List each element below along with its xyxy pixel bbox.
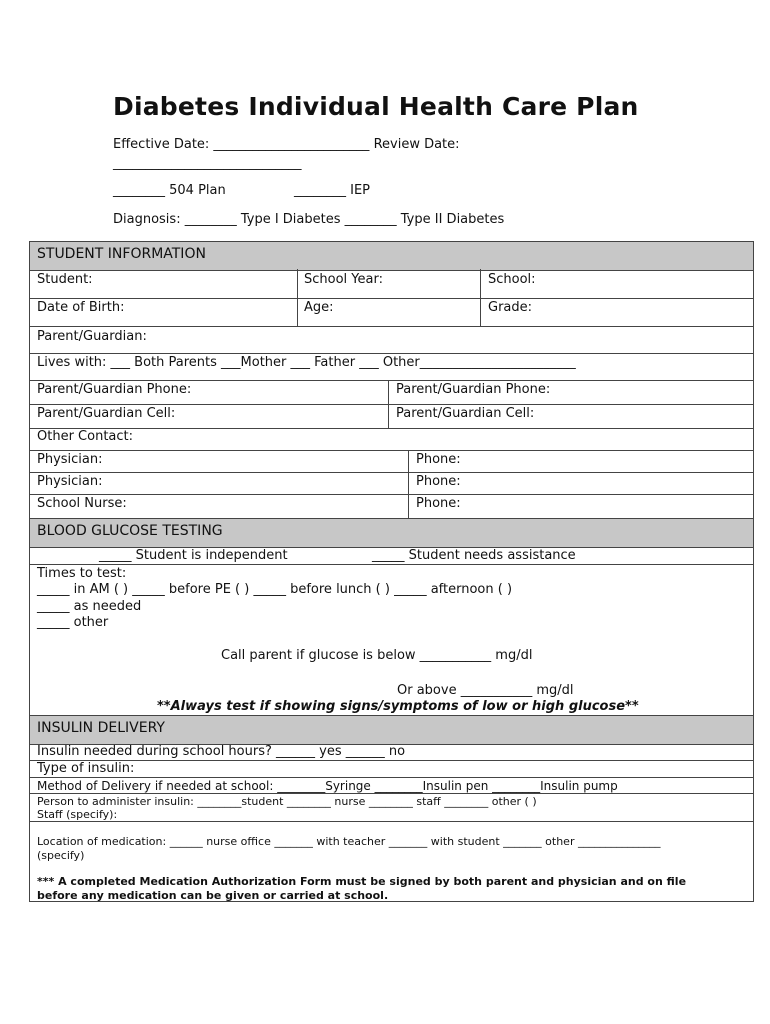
row-divider xyxy=(30,564,754,565)
parent-cell-2: Parent/Guardian Cell: xyxy=(396,406,535,421)
insulin-needed: Insulin needed during school hours? ______ yes ______ no xyxy=(37,744,406,759)
form-title: Diabetes Individual Health Care Plan xyxy=(113,92,639,121)
student-needs-assistance: _____ Student needs assistance xyxy=(372,548,576,563)
school-nurse-phone: Phone: xyxy=(416,496,461,511)
effective-review-dates: Effective Date: ________________________ Review Date: xyxy=(113,137,460,152)
student-independent: _____ Student is independent xyxy=(99,548,288,563)
physician-1-phone: Phone: xyxy=(416,452,461,467)
student-label: Student: xyxy=(37,272,93,287)
glucose-heading: BLOOD GLUCOSE TESTING xyxy=(37,523,223,539)
staff-specify: Staff (specify): xyxy=(37,808,118,821)
row-divider xyxy=(30,472,754,473)
student-info-header xyxy=(30,241,753,271)
authorization-note-line2: before any medication can be given or carried at school. xyxy=(37,889,389,902)
or-above: Or above ___________ mg/dl xyxy=(397,683,574,698)
other-contact-label: Other Contact: xyxy=(37,429,134,444)
row-divider xyxy=(30,494,754,495)
dob-label: Date of Birth: xyxy=(37,300,125,315)
person-administer: Person to administer insulin: ________student ________ nurse ________ staff ________ other ( ) xyxy=(37,795,537,808)
insulin-heading: INSULIN DELIVERY xyxy=(37,720,165,736)
plan-iep: ________ IEP xyxy=(294,183,371,198)
times-to-test-row: _____ in AM ( ) _____ before PE ( ) _____ before lunch ( ) _____ afternoon ( ) xyxy=(37,582,513,597)
medication-location: Location of medication: ______ nurse office _______ with teacher _______ with student _______ other _______________ xyxy=(37,835,661,848)
row-divider xyxy=(30,428,754,429)
school-year-label: School Year: xyxy=(304,272,383,287)
physician-1-label: Physician: xyxy=(37,452,103,467)
row-divider xyxy=(30,793,754,794)
grade-label: Grade: xyxy=(488,300,533,315)
row-divider xyxy=(30,326,754,327)
lives-with-line: Lives with: ___ Both Parents ___Mother ___ Father ___ Other________________________ xyxy=(37,355,576,370)
physician-2-label: Physician: xyxy=(37,474,103,489)
glucose-header xyxy=(30,518,753,548)
diagnosis-line: Diagnosis: ________ Type I Diabetes ________ Type II Diabetes xyxy=(113,212,505,227)
row-divider xyxy=(30,450,754,451)
student-info-heading: STUDENT INFORMATION xyxy=(37,246,206,262)
insulin-header xyxy=(30,715,753,745)
review-date-blank: _____________________________ xyxy=(113,156,302,171)
parent-guardian-label: Parent/Guardian: xyxy=(37,329,147,344)
row-divider xyxy=(30,380,754,381)
authorization-note-line1: *** A completed Medication Authorization Form must be signed by both parent and physician and on file xyxy=(37,875,687,888)
col-divider xyxy=(480,269,481,326)
col-divider xyxy=(388,380,389,428)
row-divider xyxy=(30,353,754,354)
test-other: _____ other xyxy=(37,615,109,630)
call-parent-below: Call parent if glucose is below ___________ mg/dl xyxy=(221,648,533,663)
plan-504: ________ 504 Plan xyxy=(113,183,226,198)
row-divider xyxy=(30,760,754,761)
row-divider xyxy=(30,298,754,299)
always-test-note: **Always test if showing signs/symptoms of low or high glucose** xyxy=(157,699,639,714)
row-divider xyxy=(30,777,754,778)
school-nurse-label: School Nurse: xyxy=(37,496,127,511)
row-divider xyxy=(30,404,754,405)
col-divider xyxy=(408,450,409,518)
school-label: School: xyxy=(488,272,536,287)
parent-phone-2: Parent/Guardian Phone: xyxy=(396,382,551,397)
parent-cell-1: Parent/Guardian Cell: xyxy=(37,406,176,421)
delivery-method: Method of Delivery if needed at school: ________Syringe ________Insulin pen ________Insulin pump xyxy=(37,779,618,793)
type-of-insulin: Type of insulin: xyxy=(37,761,135,776)
physician-2-phone: Phone: xyxy=(416,474,461,489)
times-to-test-label: Times to test: xyxy=(37,566,127,581)
location-specify: (specify) xyxy=(37,849,85,862)
test-as-needed: _____ as needed xyxy=(37,599,142,614)
age-label: Age: xyxy=(304,300,334,315)
parent-phone-1: Parent/Guardian Phone: xyxy=(37,382,192,397)
row-divider xyxy=(30,821,754,822)
col-divider xyxy=(297,269,298,326)
